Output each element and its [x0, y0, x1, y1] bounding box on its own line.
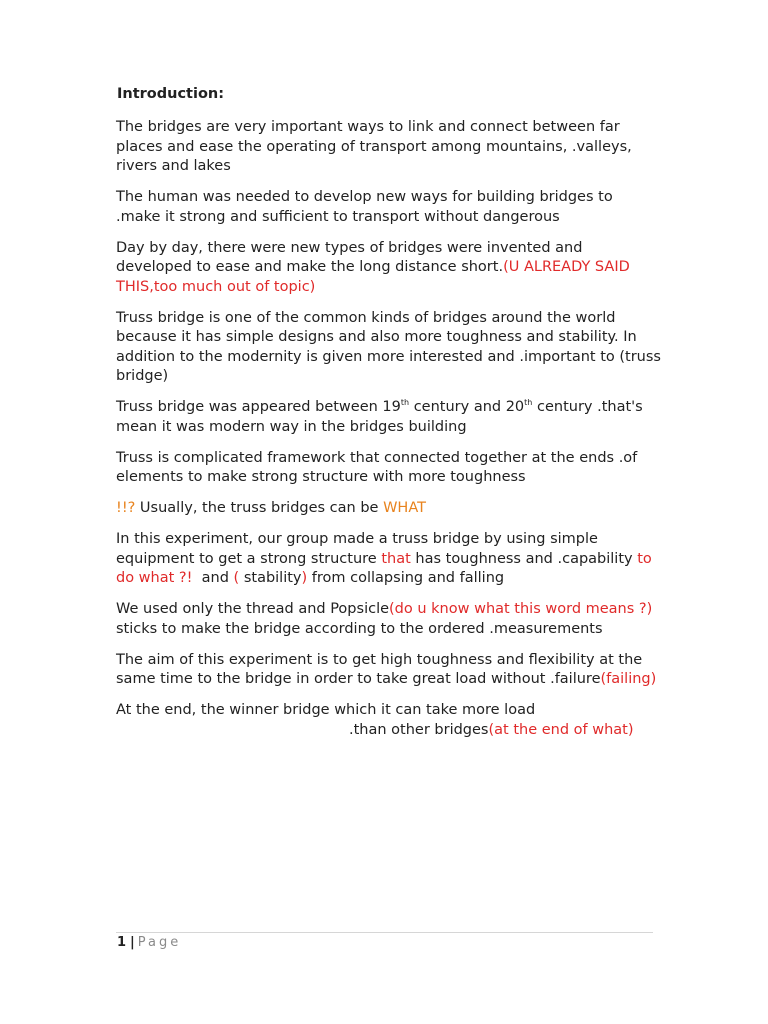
- footer-divider: [116, 932, 653, 933]
- paragraph-5-part-b: century and 20: [409, 399, 525, 415]
- paragraph-3: [116, 239, 661, 298]
- page-number: 1: [117, 935, 127, 950]
- paragraph-9-part-b: sticks to make the bridge according to the ordered .measurements: [116, 620, 603, 637]
- paragraph-5-part-c: century .that's mean it was modern way in the bridges building: [116, 399, 643, 435]
- paragraph-10-text: The aim of this experiment is to get high toughness and flexibility at the same time to the bridge in order to take great load without .failure: [116, 651, 643, 687]
- paragraph-11: [116, 701, 661, 740]
- paragraph-11-line-1: At the end, the winner bridge which it can take more load: [116, 702, 536, 718]
- paragraph-4: Truss bridge is one of the common kinds of bridges around the world because it has simple designs and also more toughness and stability. In addition to the modernity is given more interested and .important to (truss bridge): [116, 309, 661, 384]
- paragraph-8-part-d: stability: [239, 570, 302, 586]
- paragraph-1: The bridges are very important ways to link and connect between far places and ease the operating of transport among mountains, .valleys, rivers and lakes: [116, 119, 632, 174]
- paragraph-8-part-b: has toughness and .capability: [410, 550, 638, 567]
- reviewer-comment: that: [381, 550, 411, 567]
- paragraph-5-part-a: Truss bridge was appeared between 19: [116, 399, 401, 415]
- paragraph-7: [116, 499, 661, 519]
- page-footer: [117, 935, 181, 950]
- paragraph-8-part-c: and: [192, 570, 234, 586]
- reviewer-comment: WHAT: [383, 500, 426, 516]
- document-body: [116, 118, 661, 752]
- paragraph-9-part-a: We used only the thread and Popsicle: [116, 601, 390, 617]
- superscript-th: th: [400, 398, 410, 407]
- reviewer-comment: (failing): [600, 671, 657, 687]
- paragraph-5: [116, 398, 661, 437]
- paragraph-7-text: Usually, the truss bridges can be: [135, 500, 384, 516]
- paragraph-11-line-2: .than other bridges: [349, 721, 489, 738]
- paragraph-6: Truss is complicated framework that connected together at the ends .of elements to make strong structure with more toughness: [116, 449, 638, 485]
- paragraph-3-text: Day by day, there were new types of bridges were invented and developed to ease and make the long distance short.: [116, 239, 583, 275]
- reviewer-comment: to do what ?!: [116, 550, 652, 586]
- paragraph-2: The human was needed to develop new ways for building bridges to .make it strong and sufficient to transport without dangerous: [116, 189, 613, 225]
- paragraph-8-part-a: In this experiment, our group made a truss bridge by using simple equipment to get a strong structure: [116, 531, 598, 567]
- paragraph-9: [116, 600, 661, 639]
- footer-separator: |: [130, 935, 135, 950]
- paragraph-8-part-e: from collapsing and falling: [307, 570, 505, 586]
- reviewer-comment: (U ALREADY SAID THIS,too much out of topic): [116, 259, 630, 295]
- reviewer-comment: ): [301, 570, 308, 586]
- reviewer-comment: (at the end of what): [488, 721, 634, 738]
- reviewer-comment: (: [233, 570, 240, 586]
- page-label: Page: [137, 935, 182, 950]
- reviewer-comment: (do u know what this word means ?): [389, 601, 653, 617]
- paragraph-11-indent: [116, 722, 349, 738]
- paragraph-8: [116, 530, 661, 589]
- superscript-th: th: [524, 398, 533, 407]
- section-heading: Introduction:: [117, 86, 225, 102]
- paragraph-10: [116, 651, 661, 690]
- reviewer-comment: !!?: [116, 500, 136, 516]
